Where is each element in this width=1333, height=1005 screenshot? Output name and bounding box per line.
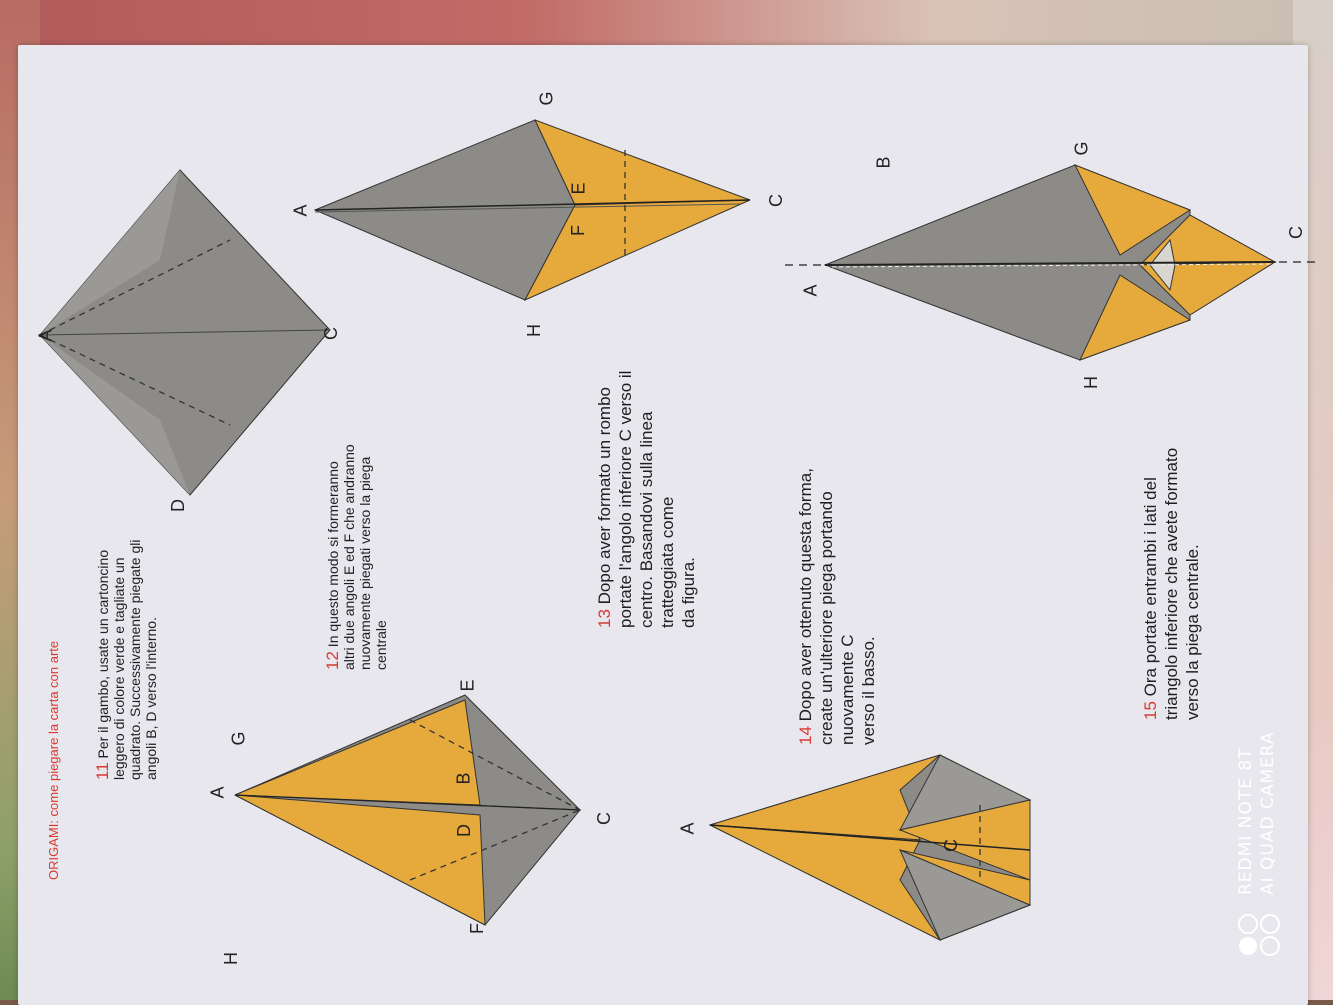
camera-watermark-icon bbox=[1236, 910, 1284, 960]
watermark-line-1: REDMI NOTE 8T bbox=[1236, 747, 1256, 895]
step-11 bbox=[95, 540, 159, 780]
label-a-fig12: A bbox=[207, 786, 228, 799]
label-h-fig13: H bbox=[524, 324, 544, 337]
step-12 bbox=[325, 444, 389, 670]
watermark-line-2: AI QUAD CAMERA bbox=[1258, 731, 1278, 895]
step-12-number: 12 bbox=[323, 651, 342, 670]
label-c-fig13: C bbox=[766, 194, 786, 207]
label-c-fig11: C bbox=[321, 327, 341, 340]
label-h-fig15: H bbox=[1081, 376, 1101, 389]
figure-11 bbox=[40, 170, 330, 495]
label-b-fig12: B bbox=[453, 772, 474, 785]
camera-watermark bbox=[1235, 731, 1279, 895]
step-14 bbox=[795, 468, 879, 745]
label-a-fig14: A bbox=[677, 822, 698, 835]
label-c-fig15: C bbox=[1286, 226, 1306, 239]
step-15-number: 15 bbox=[1141, 701, 1160, 720]
step-13-text: Dopo aver formato un rombo portate l'angolo inferiore C verso il centro. Basandovi sulla linea tratteggiata come da figura. bbox=[595, 370, 698, 628]
label-g-fig13: G bbox=[536, 91, 557, 106]
label-e-fig12: E bbox=[457, 679, 478, 692]
step-13 bbox=[594, 371, 699, 628]
label-c-fig14: C bbox=[941, 839, 961, 852]
step-15-text: Ora portate entrambi i lati del triangolo inferiore che avete formato verso la piega centrale. bbox=[1141, 447, 1202, 720]
label-d-fig12: D bbox=[454, 824, 474, 837]
step-14-text: Dopo aver ottenuto questa forma, create un'ulteriore piega portando nuovamente C verso il basso. bbox=[796, 468, 878, 745]
label-g-fig14: G bbox=[228, 731, 249, 746]
figure-13 bbox=[315, 120, 750, 300]
step-15 bbox=[1140, 448, 1203, 720]
label-e-fig13: E bbox=[568, 182, 589, 195]
label-a-fig11: A bbox=[35, 329, 56, 342]
label-a-fig15: A bbox=[800, 284, 821, 297]
figure-14 bbox=[710, 755, 1030, 940]
label-c-fig12: C bbox=[594, 812, 614, 825]
label-h-fig14: H bbox=[221, 952, 241, 965]
step-11-number: 11 bbox=[93, 762, 112, 780]
label-g-fig15: G bbox=[1071, 141, 1092, 156]
label-d-fig11: D bbox=[168, 499, 188, 512]
step-11-text: Per il gambo, usate un cartoncino leggero di colore verde e tagliate un quadrato. Successivamente piegate gli angoli B, D verso l'interno. bbox=[95, 539, 159, 780]
label-b-fig11: B bbox=[873, 156, 894, 169]
label-f-fig13: F bbox=[568, 225, 588, 236]
step-12-text: In questo modo si formeranno altri due angoli E ed F che andranno nuovamente piegati verso la piega centrale bbox=[325, 444, 389, 670]
figure-15 bbox=[785, 165, 1320, 360]
step-14-number: 14 bbox=[796, 726, 815, 745]
step-13-number: 13 bbox=[595, 609, 614, 628]
label-a-fig13: A bbox=[290, 204, 311, 217]
figure-12 bbox=[235, 695, 580, 925]
page-header: ORIGAMI: come piegare la carta con arte bbox=[46, 640, 61, 880]
label-f-fig12: F bbox=[467, 923, 487, 934]
